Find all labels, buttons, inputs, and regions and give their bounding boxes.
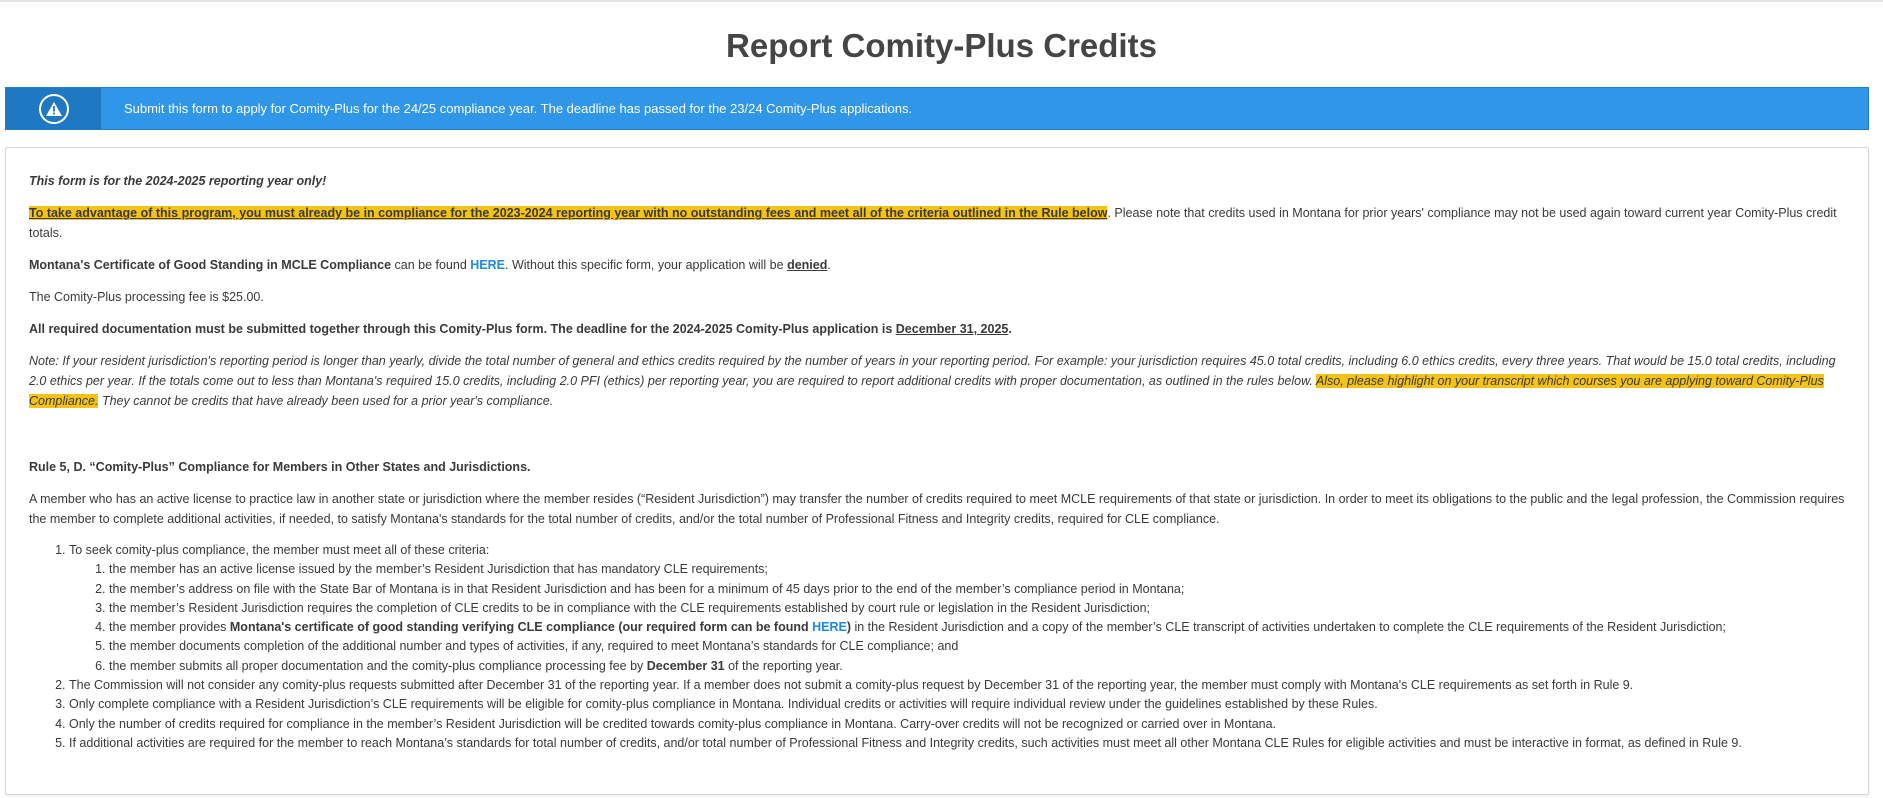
list-item: 2. The Commission will not consider any comity-plus requests submitted after December 31 of the reporting year. If a member does not submit a comity-plus request by December 31 of the reporting year, the member must comply with Montana's CLE requirements as set forth in Rule 9. [69,676,1858,695]
certificate-paragraph [29,255,831,275]
certificate-mid-text: can be found [391,258,471,272]
note-text: Note: If your resident jurisdiction's reporting period is longer than yearly, divide the total number of general and ethics credits required by the number of years in your reporting period. For example: your jurisdiction requires 45.0 total credits, including 6.0 ethics credits, every three years. That would be 15.0 total credits, including 2.0 ethics per year. If the totals come out to less than Montana's required 15.0 credits, including 2.0 PFI (ethics) per reporting year, you are required to report additional credits with proper documentation, as outlined in the rules below. [29,354,1836,388]
list-item: 5. the member documents completion of the additional number and types of activities, if any, required to meet Montana’s standards for CLE compliance; and [109,637,1858,656]
compliance-rest: . Please note that credits used in Montana for prior years' compliance may not be used again toward current year Comity-Plus credit totals. [29,206,1837,240]
sub4-bold-end: ) [846,620,851,635]
certificate-after-text: . Without this specific form, your application will be [505,258,788,272]
list-item [109,618,1858,637]
list-item: 3. Only complete compliance with a Resident Jurisdiction’s CLE requirements will be eligible for comity-plus compliance in Montana. Individual credits or activities will require individual review under the guidelines established by these Rules. [69,695,1858,714]
list-item: 1. the member has an active license issued by the member’s Resident Jurisdiction that has mandatory CLE requirements; [109,560,1858,579]
denied-text: denied [787,258,828,272]
certificate-label: Montana's Certificate of Good Standing in MCLE Compliance [29,258,392,272]
certificate-form-here-link[interactable]: HERE [812,620,847,635]
list-item: 5. If additional activities are required for the member to reach Montana’s standards for total number of credits, and/or total number of Professional Fitness and Integrity credits, such activities must meet all other Montana CLE Rules for eligible activities and must be interactive in format, as defined in Rule 9. [69,734,1858,753]
rule-heading: Rule 5, D. “Comity-Plus” Compliance for Members in Other States and Jurisdictions. [29,460,531,474]
deadline-date: December 31, 2025 [895,322,1009,336]
alert-icon-box [6,88,101,129]
list-item [109,657,1858,676]
list-item: 2. the member’s address on file with the State Bar of Montana is in that Resident Jurisdiction and has been for a minimum of 45 days prior to the end of the member’s compliance period in Montana; [109,580,1858,599]
deadline-paragraph [29,319,1012,339]
rule-paragraph: A member who has an active license to practice law in another state or jurisdiction where the member resides (“Resident Jurisdiction”) may transfer the number of credits required to meet MCLE requirements of that state or jurisdiction. In order to meet its obligations to the public and the legal profession, the Commission requires the member to complete additional activities, if needed, to satisfy Montana's standards for the total number of credits, and/or the total number of Professional Fitness and Integrity credits, required for CLE compliance. [29,492,1845,526]
sub6-bold: December 31 [646,658,725,673]
note-highlight: Also, please highlight on your transcript which courses you are applying toward Comity-Plus Compliance. [29,374,1824,408]
sub6-before: the member submits all proper documentation and the comity-plus compliance processing fee by [109,658,647,673]
rule-list-container [29,541,1858,753]
sub4-before: the member provides [109,620,230,635]
reporting-year-note: This form is for the 2024-2025 reporting year only! [29,174,327,188]
alert-message: Submit this form to apply for Comity-Plus for the 24/25 compliance year. The deadline has passed for the 23/24 Comity-Plus applications. [124,101,913,116]
list-item: 4. Only the number of credits required for compliance in the member’s Resident Jurisdiction will be credited towards comity-plus compliance in Montana. Carry-over credits will not be recognized or carried over in Montana. [69,715,1858,734]
sub4-after: in the Resident Jurisdiction and a copy of the member’s CLE transcript of activities undertaken to complete the CLE requirements of the Resident Jurisdiction; [851,620,1726,635]
page-title: Report Comity-Plus Credits [726,27,1157,64]
info-alert [5,87,1869,130]
fee-paragraph: The Comity-Plus processing fee is $25.00. [29,290,264,304]
criteria-intro: To seek comity-plus compliance, the member must meet all of these criteria: [69,543,490,557]
compliance-highlight: To take advantage of this program, you must already be in compliance for the 2023-2024 reporting year with no outstanding fees and meet all of the criteria outlined in the Rule below [29,206,1108,220]
criteria-sublist [69,560,1858,676]
sub4-bold: Montana's certificate of good standing verifying CLE compliance (our required form can be found [229,620,813,635]
sub6-after: of the reporting year. [724,658,843,673]
compliance-paragraph [29,203,1845,243]
deadline-end: . [1008,322,1012,336]
deadline-text: All required documentation must be submitted together through this Comity-Plus form. The deadline for the 2024-2025 Comity-Plus application is [29,322,896,336]
form-info-panel [5,147,1869,795]
note-end: They cannot be credits that have already been used for a prior year's compliance. [98,394,554,408]
certificate-here-link[interactable]: HERE [470,258,505,272]
note-paragraph [29,351,1845,411]
certificate-end-text: . [827,258,831,272]
rule-list [29,541,1858,753]
warning-icon [39,94,69,124]
list-item: 3. the member’s Resident Jurisdiction requires the completion of CLE credits to be in compliance with the CLE requirements established by court rule or legislation in the Resident Jurisdiction; [109,599,1858,618]
list-item [69,541,1858,676]
